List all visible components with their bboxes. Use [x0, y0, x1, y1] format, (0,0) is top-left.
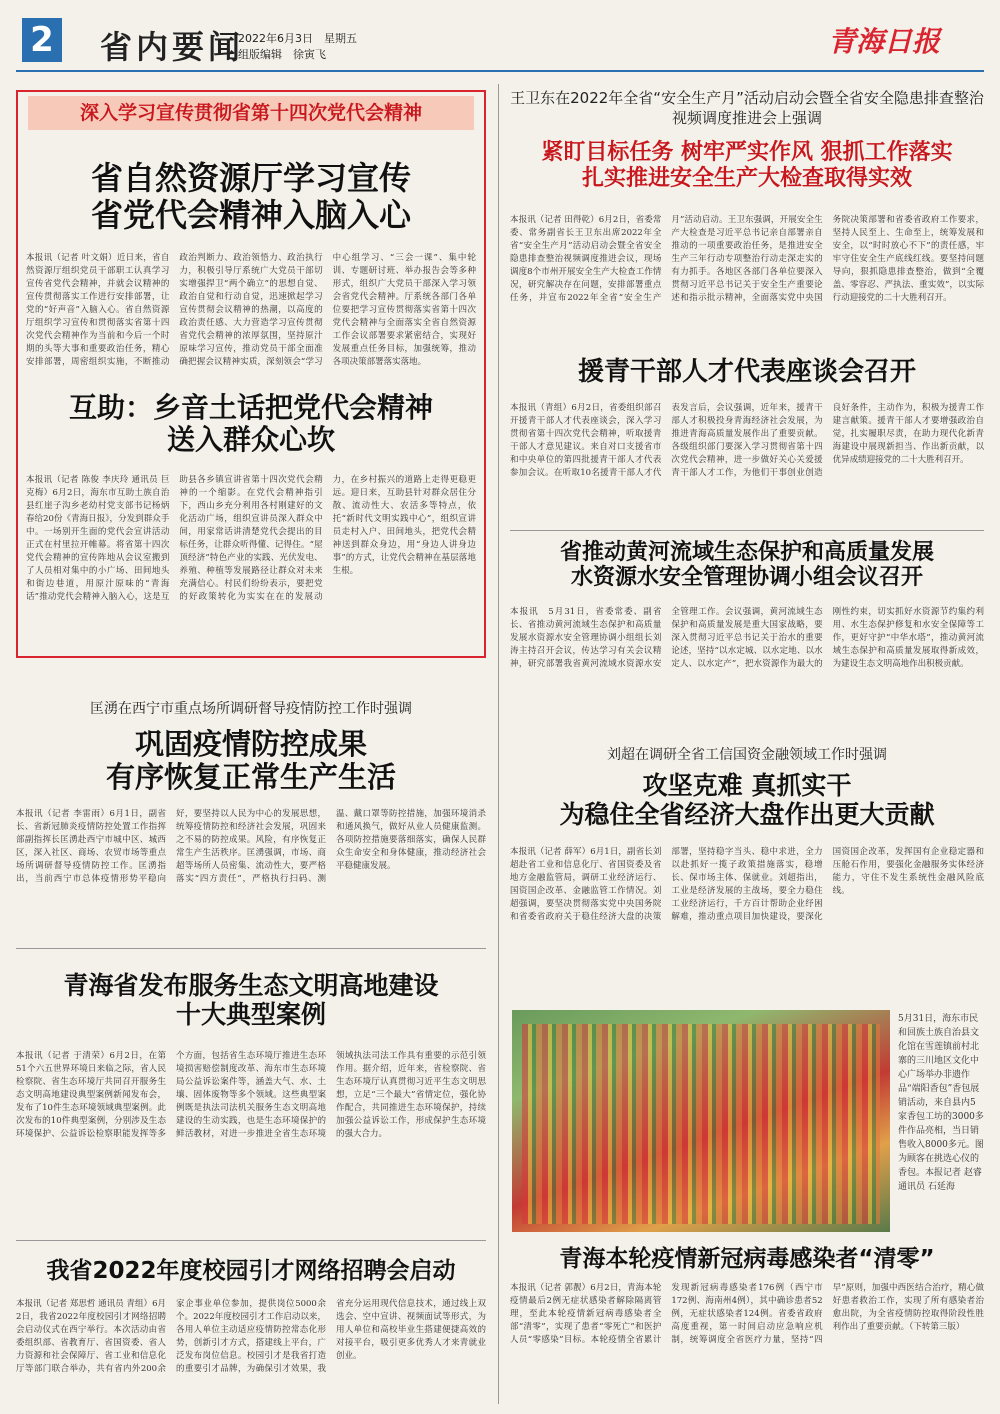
- photo-caption: 5月31日，海东市民和回族土族自治县文化馆在雪莲镇前村北寨的三川地区文化中心广场举办非遗作品“端阳香包”香包展销活动，来自县内5家香包工坊的3000多件作品亮相，当日销售收入8000多元。图为顾客在挑选心仪的香包。本报记者 赵睿 通讯员 石延海: [898, 1014, 984, 1192]
- article-8-title-line-2: 水资源水安全管理协调小组会议召开: [570, 565, 923, 591]
- article-6-body: 本报讯（记者 田得乾）6月2日，省委常委、常务副省长王卫东出席2022年全省“安全生产月”活动启动会暨全省安全隐患排查整治视频调度推进会议，现场调度8个市州开展安全生产大检查工作情况，研究解决存在问题，安排部署重点任务，并宣布2022年全省“安全生产月”活动启动。王卫东强调，开展安全生产大检查是习近平总书记亲自部署亲自推动的一项重要政治任务，是推进安全生产三年行动专项整治行动走深走实的有力抓手。各地区各部门各单位要深入贯彻习近平总书记关于安全生产重要论述和指示批示精神，全面落实党中央国务院决策部署和省委省政府工作要求，坚持人民至上、生命至上，统筹发展和安全，以“时时放心不下”的责任感，牢牢守住安全生产底线红线。要坚持问题导向，狠抓隐患排查整治，做到“全覆盖、零容忍、严执法、重实效”，以实际行动迎接党的二十大胜利召开。: [510, 215, 984, 303]
- article-8-title-line-1: 省推动黄河流域生态保护和高质量发展: [559, 540, 934, 565]
- article-1-body: 本报讯（记者 叶文娟）近日来，省自然资源厅组织党员干部职工认真学习宣传省党代会精神，并就会议精神的宣传贯彻落实工作进行安排部署，让党的“好声音”入脑入心。省自然资源厅组织学习宣传和贯彻落实省第十四次党代会精神作为当前和今后一个时期的头等大事和重要政治任务，精心安排部署，周密组织实施，不断推动政治判断力、政治领悟力、政治执行力，积极引导厅系统广大党员干部切实增强捍卫“两个确立”的思想自觉、政治自觉和行动自觉，迅速掀起学习宣传贯彻会议精神的热潮，以高度的政治责任感、大力营造学习宣传贯彻省党代会精神的浓厚氛围，坚持原汁原味学习宣传，推动党员干部全面准确把握会议精神实质，深刻领会“学习中心组学习、“三会一课”、集中轮训、专题研讨班、举办报告会等多种形式，组织广大党员干部深入学习领会省党代会精神。厅系统各部门各单位要把学习宣传贯彻落实省第十四次党代会精神与全面落实全省自然资源工作会议部署要求紧密结合，实现好发展重点任务目标，加强统筹，推动各项决策部署落实落地。: [26, 253, 476, 367]
- article-8-body: 本报讯 5月31日，省委常委、副省长、省推动黄河流域生态保护和高质量发展水资源水安全管理协调小组组长刘涛主持召开会议，传达学习有关会议精神，研究部署我省黄河流域水资源水安全管理工作。会议强调，黄河流域生态保护和高质量发展是重大国家战略，要深入贯彻习近平总书记关于治水的重要论述，坚持“以水定城、以水定地、以水定人、以水定产”，把水资源作为最大的刚性约束，切实抓好水资源节约集约利用、水生态保护修复和水安全保障等工作，更好守护“中华水塔”，推动黄河流域生态保护和高质量发展取得新成效，为建设生态文明高地作出积极贡献。: [510, 607, 984, 669]
- article-8-headline: [510, 540, 984, 591]
- article-3-body: 本报讯（记者 李雷雨）6月1日，副省长、省新冠肺炎疫情防控处置工作指挥部副指挥长匡湧赴西宁市城中区、城西区，深入社区、商场、农贸市场等重点场所调研督导疫情防控工作。匡湧指出，当前西宁市总体疫情形势平稳向好，要坚持以人民为中心的发展思想，统筹疫情防控和经济社会发展，巩固来之不易的防控成果。风险，有序恢复正常生产生活秩序。匡湧强调，市场、商超等场所人员密集、流动性大，要严格落实“四方责任”，严格执行扫码、测温、戴口罩等防控措施，加强环境消杀和通风换气，做好从业人员健康监测。各项防控措施要落细落实，确保人民群众生命安全和身体健康，推动经济社会平稳健康发展。: [16, 809, 486, 884]
- article-6-title-line-1: 紧盯目标任务 树牢严实作风 狠抓工作落实: [541, 140, 953, 165]
- article-2-body: 本报讯（记者 陈俊 李庆玲 通讯员 巨克梅）6月2日，海东市互助土族自治县红崖子沟乡老幼村党支部书记杨炳春给20份《青海日报》，分发到群众手中。一场别开生面的党代会宣讲活动正式在村里拉开帷幕。将省第十四次党代会精神的宣传阵地从会议室搬到了人员相对集中的小广场、田间地头和街边巷道，用原汁原味的“青海话”推动党代会精神入脑入心，这是互助县各乡镇宣讲省第十四次党代会精神的一个缩影。在党代会精神指引下，西山乡充分利用各村刚建好的文化活动广场，组织宣讲员深入群众中间，用家常话讲清楚党代会提出的目标任务，让群众听得懂、记得住。“屋顶经济”特色产业的实践、光伏发电、养殖、种植等发展路径让群众对未来充满信心。村民们纷纷表示，要把党的好政策转化为实实在在的发展动力，在乡村振兴的道路上走得更稳更远。迎日来，互助县针对群众居住分散、流动性大、农活多等特点，依托“新时代文明实践中心”，组织宣讲员走村入户、田间地头，把党代会精神送到群众身边，用“身边人讲身边事”的方式，让党代会精神在基层落地生根。: [26, 475, 476, 602]
- article-10-body: 本报讯（记者 郭靓）6月2日，青海本轮疫情最后2例无症状感染者解除隔离管理，至此本轮疫情新冠病毒感染者全部“清零”，实现了患者“零死亡”和医护人员“零感染”目标。本轮疫情全省累计发现新冠病毒感染者176例（西宁市172例、海南州4例），其中确诊患者52例，无症状感染者124例。省委省政府高度重视，第一时间启动应急响应机制，统筹调度全省医疗力量，坚持“四早”原则，加强中西医结合治疗，精心做好患者救治工作，实现了所有感染者治愈出院，为全省疫情防控取得阶段性胜利作出了重要贡献。（下转第三版）: [510, 1283, 984, 1345]
- divider: [16, 948, 486, 949]
- article-6-title-line-2: 扎实推进安全生产大检查取得实效: [581, 166, 912, 192]
- sachet-display: [522, 1024, 880, 1224]
- article-3-headline: [16, 728, 486, 795]
- editor-credit: 组版编辑 徐寅飞: [238, 48, 326, 61]
- page-number: 2: [22, 18, 62, 62]
- article-1-headline: [28, 160, 474, 234]
- issue-date: 2022年6月3日 星期五: [238, 32, 357, 45]
- section-title: 省内要闻: [100, 28, 245, 66]
- article-7-headline: 援青干部人才代表座谈会召开: [577, 357, 916, 387]
- article-9-title-line-1: 攻坚克难 真抓实干: [642, 771, 852, 800]
- article-3-kicker: 匡湧在西宁市重点场所调研督导疫情防控工作时强调: [90, 701, 412, 717]
- article-1-title-line-1: 省自然资源厅学习宣传: [90, 159, 411, 197]
- article-7-body: 本报讯（青组）6月2日，省委组织部召开援青干部人才代表座谈会，深入学习贯彻省第十四次党代会精神，听取援青干部人才意见建议。来自对口支援省市和中央单位的第四批援青干部人才代表参加会议。在听取10名援青干部人才代表发言后，会议强调，近年来，援青干部人才积极投身青海经济社会发展，为推进青海高质量发展作出了重要贡献。各级组织部门要深入学习贯彻省第十四次党代会精神，进一步做好关心关爱援青干部人才工作，为他们干事创业创造良好条件，主动作为，积极为援青工作建言献策。援青干部人才要增强政治自觉，扎实履职尽责，在助力现代化新青海建设中展现新担当、作出新贡献，以优异成绩迎接党的二十大胜利召开。: [510, 403, 984, 478]
- article-4-headline: [16, 972, 486, 1030]
- article-4-body: 本报讯（记者 于清荣）6月2日，在第51个六五世界环境日来临之际，省人民检察院、省生态环境厅共同召开服务生态文明高地建设典型案例新闻发布会，发布了10件生态环境领域典型案例。此次发布的10件典型案例，分别涉及生态环境保护、公益诉讼检察职能发挥等多个方面，包括省生态环境厅推进生态环境损害赔偿制度改革、海东市生态环境局公益诉讼案件等，涵盖大气、水、土壤、固体废物等多个领域。这些典型案例既是执法司法机关服务生态文明高地建设的生动实践，也是生态环境保护的鲜活教材，对进一步推进全省生态环境领域执法司法工作具有重要的示范引领作用。据介绍，近年来，省检察院、省生态环境厅认真贯彻习近平生态文明思想，立足“三个最大”省情定位，强化协作配合，共同推进生态环境保护，持续加强公益诉讼工作，形成保护生态环境的强大合力。: [16, 1051, 486, 1139]
- newspaper-masthead: 青海日报: [828, 25, 941, 58]
- article-9-body: 本报讯（记者 薛军）6月1日，副省长刘超赴省工业和信息化厅、省国资委及省地方金融监管局，调研工业经济运行、国资国企改革、金融监管工作情况。刘超强调，要坚决贯彻落实党中央国务院和省委省政府关于稳住经济大盘的决策部署，坚持稳字当头、稳中求进，全力以赴抓好一揽子政策措施落实，稳增长、保市场主体、保就业。刘超指出，工业是经济发展的主战场，要全力稳住工业经济运行，千方百计帮助企业纾困解难，推动重点项目加快建设，要深化国资国企改革，发挥国有企业稳定器和压舱石作用，要强化金融服务实体经济能力，守住不发生系统性金融风险底线。: [510, 847, 984, 922]
- article-9-kicker: 刘超在调研全省工信国资金融领域工作时强调: [607, 747, 887, 763]
- article-9-title-line-2: 为稳住全省经济大盘作出更大贡献: [559, 799, 935, 829]
- divider: [16, 1240, 486, 1241]
- article-3-title-line-1: 巩固疫情防控成果: [134, 727, 367, 761]
- article-4-title-line-2: 十大典型案例: [175, 999, 326, 1029]
- article-4-title-line-1: 青海省发布服务生态文明高地建设: [63, 971, 439, 1000]
- feature-banner: 深入学习宣传贯彻省第十四次党代会精神: [28, 96, 474, 130]
- article-9-headline: [510, 772, 984, 830]
- article-10-headline: 青海本轮疫情新冠病毒感染者“清零”: [559, 1246, 935, 1272]
- article-5-headline: 我省2022年度校园引才网络招聘会启动: [46, 1258, 456, 1284]
- article-1-title-line-2: 省党代会精神入脑入心: [90, 195, 411, 234]
- article-2-title-line-2: 送入群众心坎: [166, 423, 335, 457]
- news-photo-sachets: [512, 1010, 890, 1232]
- divider: [510, 530, 984, 531]
- header-rule: [16, 70, 984, 72]
- article-2-headline: [28, 392, 474, 456]
- article-5-body: 本报讯（记者 郑思哲 通讯员 青组）6月2日，我省2022年度校园引才网络招聘会启动仪式在西宁举行。本次活动由省委组织部、省教育厅、省国资委、省人力资源和社会保障厅、省工业和信息化厅等部门联合举办，共有省内外200余家企事业单位参加，提供岗位5000余个。2022年度校园引才工作启动以来，各用人单位主动适应疫情防控常态化形势，创新引才方式，搭建线上平台，广泛发布岗位信息。校园引才是我省打造的重要引才品牌，为确保引才效果，我省充分运用现代信息技术，通过线上双选会、空中宣讲、视频面试等形式，为用人单位和高校毕业生搭建便捷高效的对接平台，吸引更多优秀人才来青就业创业。: [16, 1299, 486, 1374]
- article-3-title-line-2: 有序恢复正常生产生活: [105, 760, 396, 795]
- column-divider: [498, 84, 499, 1404]
- article-2-title-line-1: 互助：乡音土话把党代会精神: [68, 391, 433, 424]
- article-6-kicker: 王卫东在2022年全省“安全生产月”活动启动会暨全省安全隐患排查整治视频调度推进会上强调: [510, 89, 984, 128]
- article-6-headline: [510, 140, 984, 193]
